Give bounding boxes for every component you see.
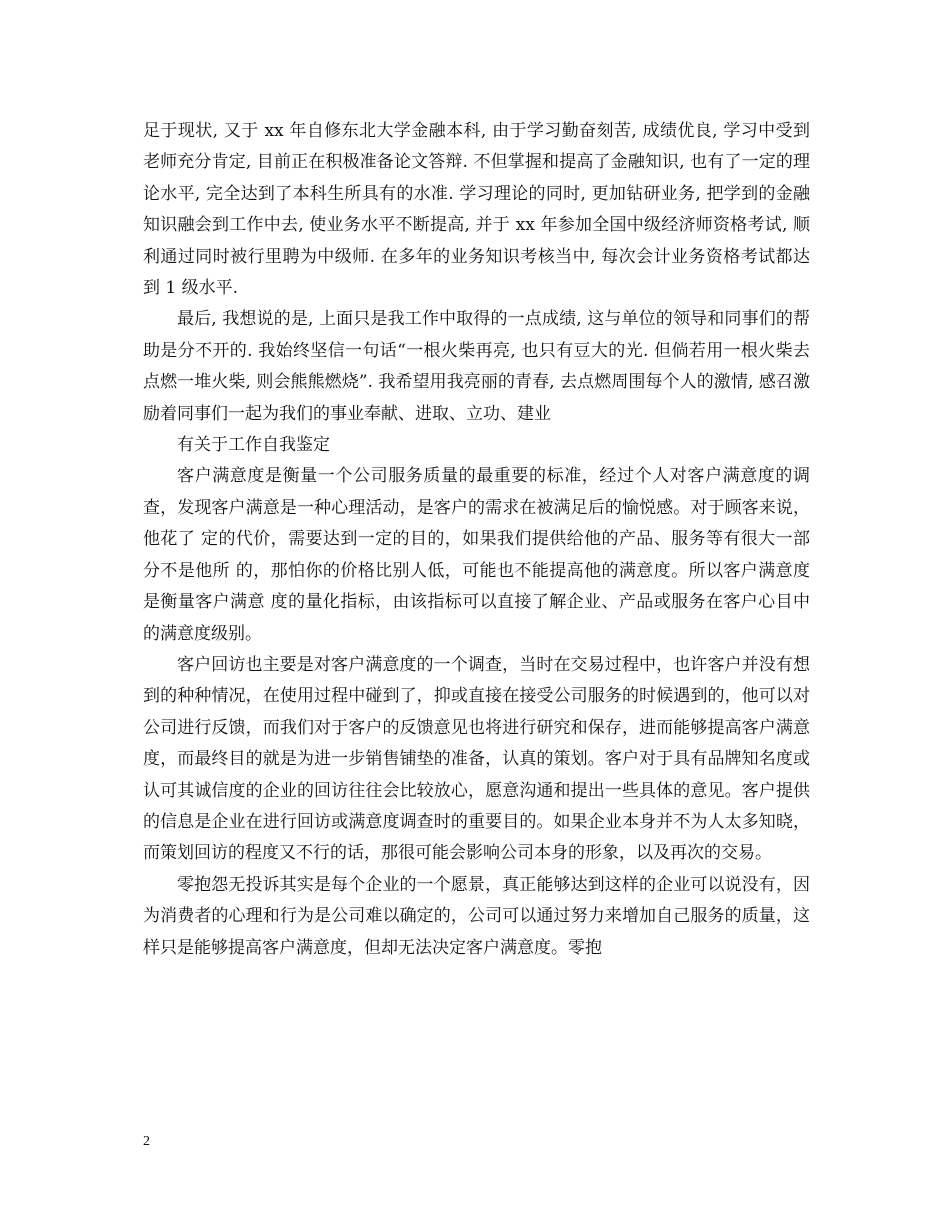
document-body [143,116,810,964]
paragraph-satisfaction: 客户满意度是衡量一个公司服务质量的最重要的标准，经过个人对客户满意度的调查，发现客户满意是一种心理活动，是客户的需求在被满足后的愉悦感。对于顾客来说，他花了 定的代价，需要达到一定的目的，如果我们提供给他的产品、服务等有很大一部分不是他所 的，那怕你的价格比别人低，可能也不能提高他的满意度。所以客户满意度是衡量客户满意 度的量化指标，由该指标可以直接了解企业、产品或服务在客户心目中的满意度级别。 [143,466,810,644]
paragraph-closing: 最后, 我想说的是, 上面只是我工作中取得的一点成绩, 这与单位的领导和同事们的帮助是分不开的. 我始终坚信一句话“一根火柴再亮, 也只有豆大的光. 但倘若用一根火柴去点燃一堆火柴, 则会熊熊燃烧”. 我希望用我亮丽的青春, 去点燃周围每个人的激情, 感召激励着同事们一起为我们的事业奉献、进取、立功、建业 [143,309,810,424]
paragraph-customer-visit: 客户回访也主要是对客户满意度的一个调查，当时在交易过程中，也许客户并没有想到的种种情况，在使用过程中碰到了，抑或直接在接受公司服务的时候遇到的，他可以对公司进行反馈，而我们对于客户的反馈意见也将进行研究和保存，进而能够提高客户满意度，而最终目的就是为进一步销售铺垫的准备，认真的策划。客户对于具有品牌知名度或认可其诚信度的企业的回访往往会比较放心，愿意沟通和提出一些具体的意见。客户提供的信息是企业在进行回访或满意度调查时的重要目的。如果企业本身并不为人太多知晓，而策划回访的程度又不行的话，那很可能会影响公司本身的形象，以及再次的交易。 [143,654,810,864]
page-number: 2 [143,1134,150,1149]
paragraph-continued: 足于现状, 又于 xx 年自修东北大学金融本科, 由于学习勤奋刻苦, 成绩优良, 学习中受到老师充分肯定, 目前正在积极准备论文答辩. 不但掌握和提高了金融知识, 也有了一定的理论水平, 完全达到了本科生所具有的水准. 学习理论的同时, 更加钻研业务, 把学到的金融知识融会到工作中去, 使业务水平不断提高, 并于 xx 年参加全国中级经济师资格考试, 顺利通过同时被行里聘为中级师. 在多年的业务知识考核当中, 每次会计业务资格考试都达到 1 级水平. [143,121,810,299]
section-heading: 有关于工作自我鉴定 [177,435,330,456]
paragraph-zero-complaint: 零抱怨无投诉其实是每个企业的一个愿景，真正能够达到这样的企业可以说没有，因为消费者的心理和行为是公司难以确定的，公司可以通过努力来增加自己服务的质量，这样只是能够提高客户满意度，但却无法决定客户满意度。零抱 [143,874,810,958]
